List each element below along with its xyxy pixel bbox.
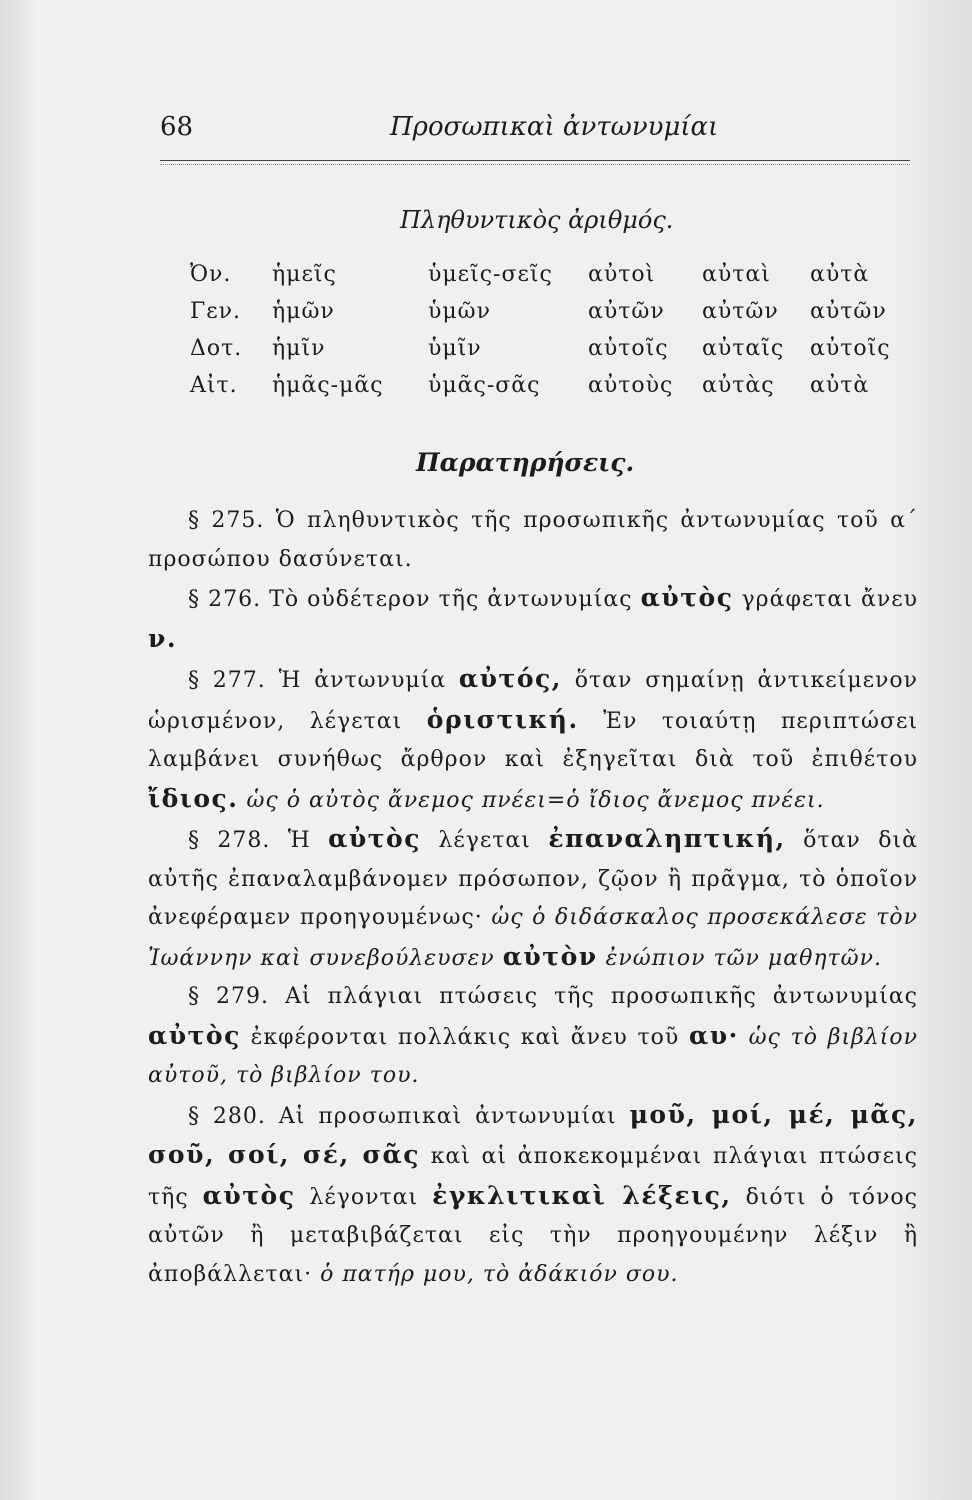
- paragraph-text: Ἡ: [287, 828, 311, 853]
- paragraph-text: Αἱ πλάγιαι πτώσεις τῆς προσωπικῆς ἀντωνυμίας: [285, 984, 919, 1009]
- header-rule: [160, 160, 910, 161]
- page-header: [160, 112, 920, 152]
- paragraph-number: § 278.: [188, 828, 271, 853]
- paragraph-276: [148, 579, 918, 660]
- table-row: [190, 262, 910, 299]
- bold-term: αὐτὸς: [640, 583, 734, 612]
- paragraph-text: Ἐν τοιαύτῃ περιπτώσει λαμβάνει συνήθως ἄρθρον καὶ ἐξηγεῖται διὰ τοῦ ἐπιθέτου: [148, 708, 918, 772]
- masculine-form: αὐτῶν: [588, 299, 665, 324]
- feminine-form: αὐταῖς: [702, 336, 785, 361]
- table-row: [190, 336, 910, 373]
- paragraph-number: § 279.: [188, 984, 270, 1009]
- example-text: ὡς ὁ διδάσκαλος προσεκάλεσε τὸν Ἰωάννην καὶ συνεβούλευσεν: [148, 905, 918, 971]
- paragraph-text: λέγονται: [309, 1184, 419, 1210]
- paragraph-text: Τὸ οὐδέτερον τῆς ἀντωνυμίας: [269, 587, 633, 612]
- paragraph-number: § 275.: [188, 508, 265, 533]
- second-person-form: ὑμῖν: [428, 336, 482, 361]
- masculine-form: αὐτοὶ: [588, 262, 656, 287]
- bold-term: αυ·: [689, 1020, 739, 1050]
- second-person-form: ὑμῶν: [428, 299, 491, 324]
- declension-table: [190, 262, 910, 410]
- header-rule-ornament: [160, 164, 910, 165]
- paragraph-text: ὅταν σημαίνῃ ἀντικείμενον ὡρισμένον, λέγεται: [148, 668, 919, 734]
- bold-term: αὐτὸς: [148, 1020, 241, 1050]
- first-person-form: ἡμῖν: [272, 336, 326, 361]
- feminine-form: αὐτῶν: [702, 299, 779, 324]
- feminine-form: αὐτὰς: [702, 373, 775, 398]
- neuter-form: αὐτὰ: [810, 262, 870, 287]
- first-person-form: ἡμᾶς-μᾶς: [272, 373, 384, 398]
- paragraph-text: ἐκφέρονται πολλάκις καὶ ἄνευ τοῦ: [250, 1024, 680, 1050]
- bold-term: ἐπαναληπτική,: [548, 824, 786, 853]
- paragraph-text: καὶ αἱ ἀποκεκομμέναι πλάγιαι πτώσεις τῆς: [148, 1144, 918, 1210]
- table-title: Πληθυντικὸς ἀριθμός.: [400, 206, 674, 234]
- bold-term: ὁριστική.: [426, 704, 579, 734]
- example-text: ὡς τὸ βιβλίον αὐτοῦ, τὸ βιβλίον του.: [148, 1024, 918, 1088]
- paragraph-text: Ἡ ἀντωνυμία: [278, 668, 447, 693]
- paragraph-text: Ὁ πληθυντικὸς τῆς προσωπικῆς ἀντωνυμίας τοῦ α΄ προσώπου δασύνεται.: [148, 508, 918, 572]
- bold-term: ἴδιος.: [148, 783, 239, 813]
- neuter-form: αὐτοῖς: [810, 336, 891, 361]
- feminine-form: αὐταὶ: [702, 262, 771, 287]
- paragraph-text: γράφεται ἄνευ: [741, 587, 918, 612]
- paragraph-277: [148, 660, 918, 820]
- example-text: ἐνώπιον τῶν μαθητῶν.: [605, 945, 882, 971]
- paragraph-text: ὅταν διὰ αὐτῆς ἐπαναλαμβάνομεν πρόσωπον, ζῷον ἢ πρᾶγμα, τὸ ὁποῖον ἀνεφέραμεν προηγουμένως·: [148, 828, 918, 930]
- bold-term: μοῦ, μοί, μέ, μᾶς, σοῦ, σοί, σέ, σᾶς: [148, 1099, 918, 1169]
- first-person-form: ἡμεῖς: [272, 262, 337, 287]
- case-label: Δοτ.: [190, 336, 243, 361]
- case-label: Αἰτ.: [190, 373, 238, 398]
- second-person-form: ὑμᾶς-σᾶς: [428, 373, 541, 398]
- paragraph-279: [148, 978, 918, 1096]
- paragraph-text: διότι ὁ τόνος αὐτῶν ἢ μεταβιβάζεται εἰς τὴν προηγουμένην λέξιν ἢ ἀποβάλλεται·: [148, 1184, 918, 1287]
- bold-term: ν.: [148, 623, 178, 653]
- masculine-form: αὐτοῖς: [588, 336, 669, 361]
- bold-term: αὐτὸς: [328, 824, 421, 853]
- bold-term: αὐτὸς: [202, 1180, 296, 1210]
- paragraph-278: [148, 820, 918, 978]
- table-row: [190, 373, 910, 410]
- paragraph-275: [148, 502, 918, 579]
- neuter-form: αὐτὰ: [810, 373, 870, 398]
- paragraph-number: § 277.: [188, 668, 266, 693]
- example-text: ὡς ὁ αὐτὸς ἄνεμος πνέει=ὁ ἴδιος ἄνεμος πνέει.: [246, 787, 825, 813]
- masculine-form: αὐτοὺς: [588, 373, 674, 398]
- case-label: Ὀν.: [190, 262, 232, 287]
- example-text: ὁ πατήρ μου, τὸ ἀδάκιόν σου.: [320, 1261, 679, 1287]
- first-person-form: ἡμῶν: [272, 299, 335, 324]
- neuter-form: αὐτῶν: [810, 299, 887, 324]
- paragraph-280: [148, 1096, 918, 1295]
- paragraph-text: Αἱ προσωπικαὶ ἀντωνυμίαι: [278, 1103, 617, 1129]
- table-row: [190, 299, 910, 336]
- bold-term: ἐγκλιτικαὶ λέξεις,: [432, 1180, 732, 1210]
- paragraph-number: § 280.: [188, 1103, 266, 1129]
- paragraph-text: λέγεται: [438, 828, 531, 853]
- section-title: Παρατηρήσεις.: [416, 448, 635, 477]
- case-label: Γεν.: [190, 299, 242, 324]
- running-title: Προσωπικαὶ ἀντωνυμίαι: [390, 112, 719, 142]
- page-number: 68: [160, 112, 194, 142]
- second-person-form: ὑμεῖς-σεῖς: [428, 262, 553, 287]
- remarks-body: [148, 502, 918, 1294]
- bold-term: αὐτὸν: [502, 941, 598, 971]
- paragraph-number: § 276.: [188, 587, 262, 612]
- bold-term: αὐτός,: [458, 664, 562, 693]
